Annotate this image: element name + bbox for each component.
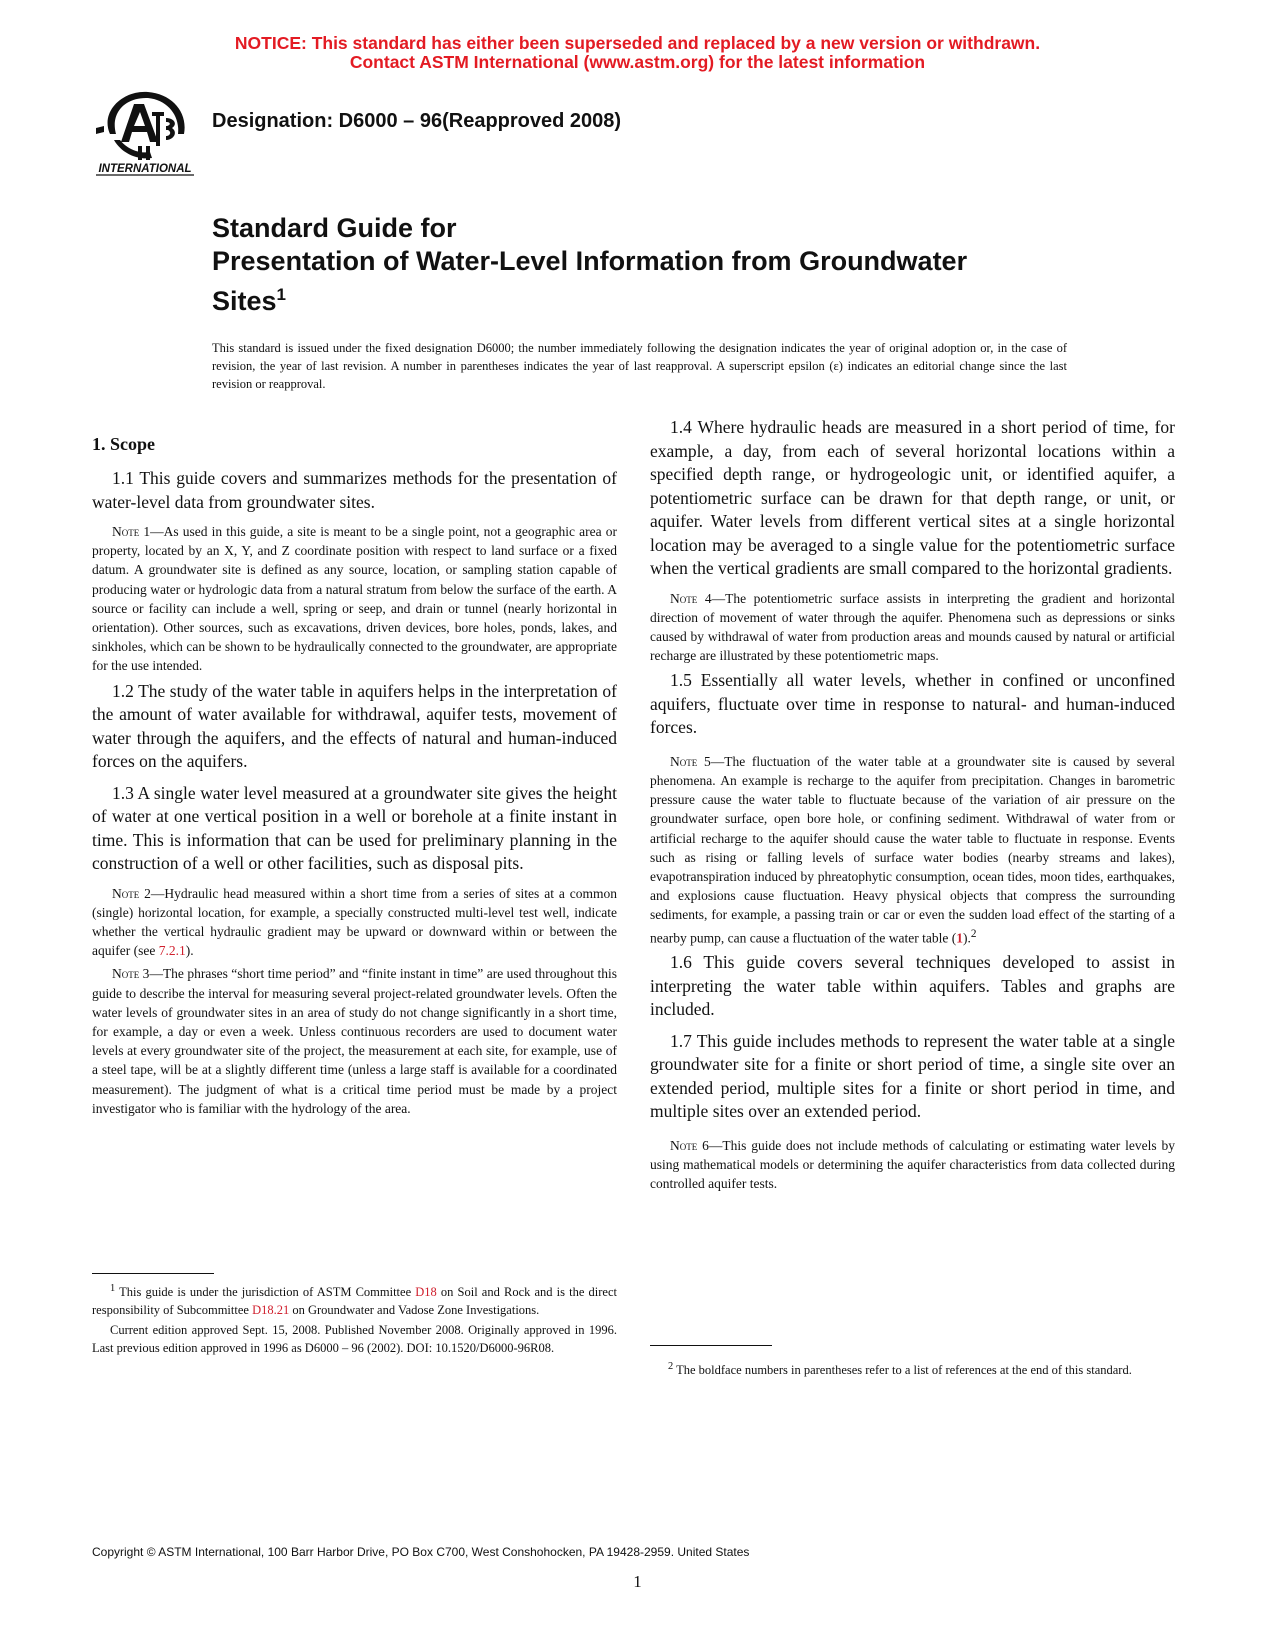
note-5-label: Note 5 <box>670 753 711 769</box>
footnote-rule-right <box>650 1345 772 1346</box>
footnote-rule <box>92 1273 214 1274</box>
note-4-text: —The potentiometric surface assists in interpreting the gradient and horizontal direction of movement of water through the aquifer. Phenomena such as depressions or sinks caused by withdrawal of water from production areas and mounds caused by natural or artificial recharge are illustrated by these potentiometric maps. <box>650 590 1176 664</box>
note-2-text: —Hydraulic head measured within a short time from a series of sites at a common (single) horizontal location, for example, a specially constructed multi-level test well, indicate whether the vertical hydraulic gradient may be upward or downward within or between the aquifer (see <box>92 885 617 959</box>
title-line-2: Presentation of Water-Level Information from Groundwater <box>212 246 968 276</box>
footnotes-right <box>650 1345 1175 1381</box>
committee-link-d18[interactable]: D18 <box>415 1285 437 1300</box>
issued-statement: This standard is issued under the fixed designation D6000; the number immediately following the designation indicates the year of original adoption or, in the case of revision, the year of last revision. A number in parentheses indicates the year of last reapproval. A superscript epsilon (ε) indicates an editorial change since the last revision or reapproval. <box>212 341 1067 391</box>
astm-international-logo <box>92 82 198 178</box>
footnote-2 <box>650 1358 1175 1379</box>
note-3 <box>92 964 617 1118</box>
logo-text: INTERNATIONAL <box>98 163 192 175</box>
title-line-1: Standard Guide for <box>212 213 457 243</box>
note-3-text: —The phrases “short time period” and “finite instant in time” are used throughout this guide to describe the interval for measuring several project-related groundwater levels. Often the water levels of groundwater sites in an area of study do not change significantly in a short time, for example, a day or even a week. Unless continuous recorders are used to document water levels at every groundwater site of the project, the measurement at each site, for example, use of a steel tape, will be at a slightly different time (unless a large staff is available for a coordinated measurement). The judgment of what is a critical time period must be made by a project investigator who is familiar with the hydrology of the area. <box>92 966 617 1116</box>
copyright: Copyright © ASTM International, 100 Barr Harbor Drive, PO Box C700, West Conshohocken, PA 19428-2959. United States <box>92 1545 750 1559</box>
notice-line-1: NOTICE: This standard has either been superseded and replaced by a new version or withdrawn. <box>234 33 1041 53</box>
title-sites: Sites <box>212 286 277 316</box>
note-6 <box>650 1136 1175 1194</box>
note-5 <box>650 752 1175 948</box>
footnote-1-text-c: on Groundwater and Vadose Zone Investigations. <box>289 1303 540 1318</box>
paragraph-1-2: 1.2 The study of the water table in aquifers helps in the interpretation of the amount of water available for withdrawal, aquifer tests, movement of water through the aquifers, and the effects of natural and human-induced forces on the aquifers. <box>92 680 617 772</box>
footnote-2-mark: 2 <box>668 1361 674 1372</box>
footnote-2-mark-ref[interactable]: 2 <box>970 927 977 940</box>
right-column <box>650 416 1175 1197</box>
section-heading-scope: 1. Scope <box>92 434 155 454</box>
paragraph-1-5: 1.5 Essentially all water levels, whether in confined or unconfined aquifers, fluctuate over time in response to natural- and human-induced forces. <box>650 670 1175 738</box>
footnotes-left <box>92 1273 617 1359</box>
note-2-label: Note 2 <box>112 885 151 901</box>
left-column <box>92 433 617 1122</box>
subcommittee-link-d18-21[interactable]: D18.21 <box>252 1303 290 1318</box>
footnote-1-edition: Current edition approved Sept. 15, 2008. Published November 2008. Originally approved in 1996. Last previous edition approved in 1996 as D6000 – 96 (2002). DOI: 10.1520/D6000-96R08. <box>92 1323 617 1356</box>
note-1-text: —As used in this guide, a site is meant to be a single point, not a geographic area or property, located by an X, Y, and Z coordinate position with respect to land surface or a fixed datum. A groundwater site is defined as any source, location, or sampling station capable of producing water or hydrologic data from a natural stratum from below the surface of the earth. A source or facility can include a well, spring or seep, and drain or tunnel (nearly horizontal in orientation). Other sources, such as excavations, driven devices, bore holes, ponds, lakes, and sinkholes, which can be shown to be hydraulically connected to the groundwater, are appropriate for the use intended. <box>92 524 617 674</box>
title-line-3 <box>212 278 1112 318</box>
note-2 <box>92 884 617 961</box>
note-3-label: Note 3 <box>112 966 150 982</box>
footnote-1 <box>92 1280 617 1319</box>
note-4 <box>650 589 1175 666</box>
footnote-1-text-b: on Soil and Rock and is the direct responsibility of Subcommittee <box>92 1285 617 1318</box>
paragraph-1-7: 1.7 This guide includes methods to represent the water table at a single groundwater site for a finite or short period of time, a single site over an extended period, multiple sites for a finite or short period in time, and multiple sites over an extended period. <box>650 1030 1175 1122</box>
reference-link-1[interactable]: 1 <box>956 930 963 946</box>
note-5-text: —The fluctuation of the water table at a groundwater site is caused by several phenomena. An example is recharge to the aquifer from precipitation. Changes in barometric pressure cause the water table to fluctuate because of the variation of air pressure on the groundwater surface, open bore hole, or confining sediment. Withdrawal of water from or artificial recharge to the aquifer should cause the water table to fluctuate in response. Events such as rising or falling levels of surface water bodies (nearby streams and lakes), evapotranspiration induced by phreatophytic consumption, ocean tides, moon tides, earthquakes, and explosions cause fluctuation. Heavy physical objects that compress the surrounding sediments, for example, a passing train or car or even the sudden load effect of the starting of a nearby pump, can cause a fluctuation of the water table ( <box>650 753 1175 946</box>
note-1 <box>92 522 617 676</box>
footnote-1-text-a: This guide is under the jurisdiction of ASTM Committee <box>115 1285 416 1300</box>
paragraph-1-1: 1.1 This guide covers and summarizes methods for the presentation of water-level data from groundwater sites. <box>92 468 617 512</box>
designation: Designation: D6000 – 96(Reapproved 2008) <box>212 110 622 132</box>
document-title <box>212 212 1112 318</box>
notice-line-2: Contact ASTM International (www.astm.org) for the latest information <box>349 52 926 72</box>
note-5-end: ). <box>963 930 971 946</box>
note-4-label: Note 4 <box>670 590 712 606</box>
note-1-label: Note 1 <box>112 524 151 539</box>
paragraph-1-6: 1.6 This guide covers several techniques developed to assist in interpreting the water table within aquifers. Tables and graphs are included. <box>650 952 1175 1020</box>
page-number: 1 <box>633 1572 642 1591</box>
note-6-label: Note 6 <box>670 1137 709 1153</box>
footnote-2-text: The boldface numbers in parentheses refer to a list of references at the end of this standard. <box>673 1363 1132 1378</box>
note-6-text: —This guide does not include methods of calculating or estimating water levels by using mathematical models or determining the aquifer characteristics from data collected during controlled aquifer tests. <box>650 1137 1175 1192</box>
paragraph-1-4: 1.4 Where hydraulic heads are measured in a short period of time, for example, a day, from each of several horizontal locations within a specified depth range, or hydrogeologic unit, or identified aquifer, a potentiometric surface can be drawn for that depth range, or unit, or aquifer. Water levels from different vertical sites at a single horizontal location may be averaged to a single value for the potentiometric surface when the vertical gradients are small compared to the horizontal gradients. <box>650 417 1175 578</box>
note-2-end: ). <box>185 943 194 959</box>
paragraph-1-3: 1.3 A single water level measured at a groundwater site gives the height of water at one vertical position in a well or borehole at a finite instant in time. This is information that can be used for preliminary planning in the construction of a well or other facilities, such as disposal pits. <box>92 782 617 874</box>
footnote-1-mark: 1 <box>110 1283 116 1294</box>
section-link-7-2-1[interactable]: 7.2.1 <box>158 943 186 959</box>
title-footnote-mark[interactable]: 1 <box>276 285 287 304</box>
